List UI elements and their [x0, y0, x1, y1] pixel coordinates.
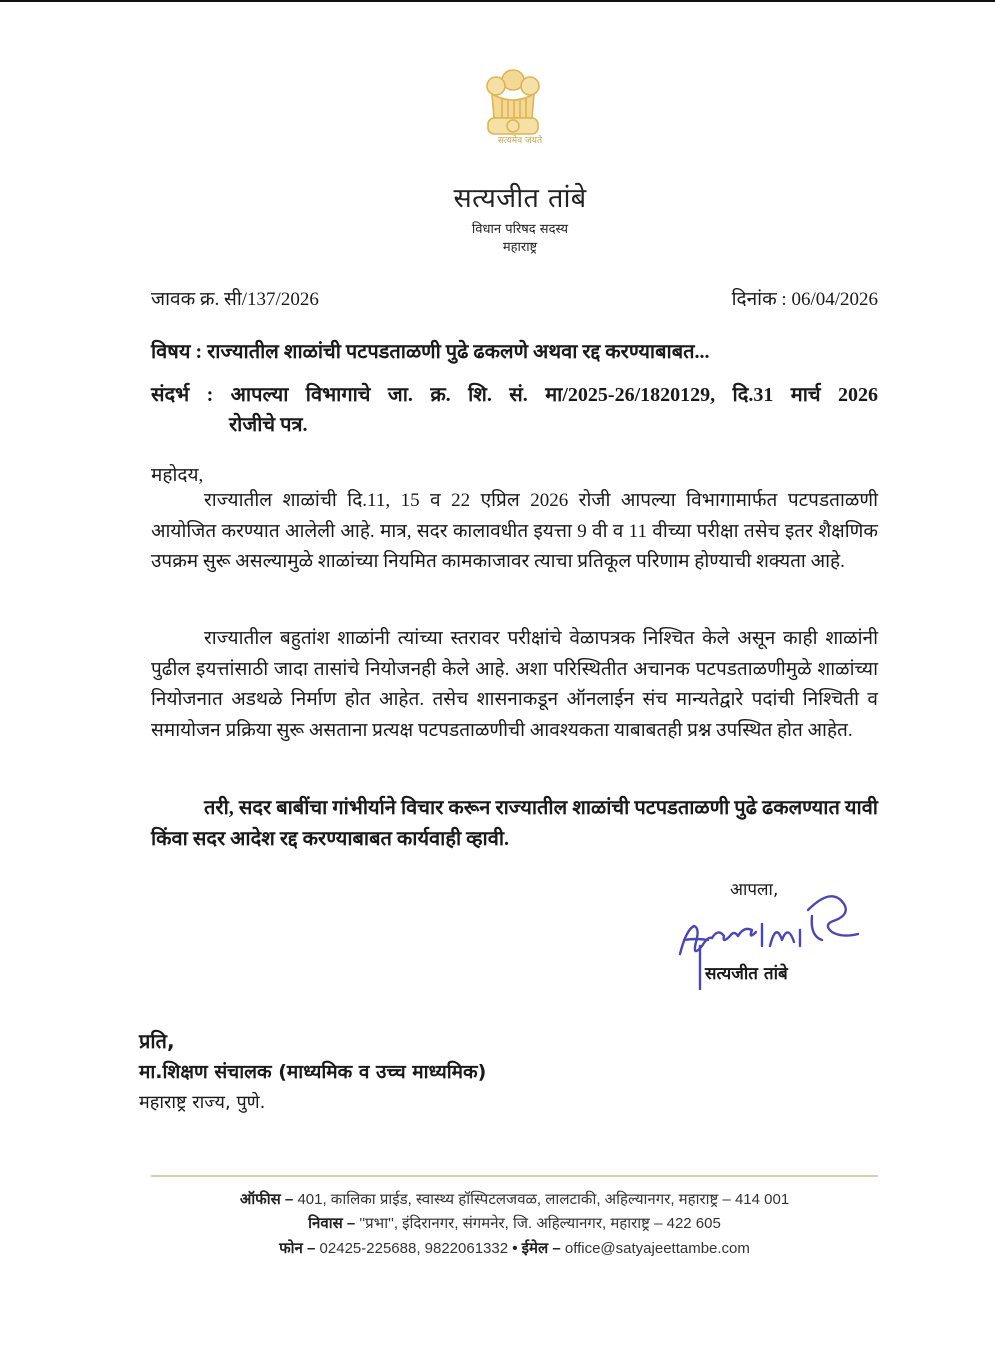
- signatory-name: सत्यजीत तांबे: [705, 964, 788, 984]
- reference-line-1: संदर्भ : आपल्या विभागाचे जा. क्र. शि. सं. मा/2025-26/1820129, दि.31 मार्च 2026: [151, 384, 878, 406]
- outward-reference-number: जावक क्र. सी/137/2026: [151, 289, 319, 310]
- phone-label: फोन –: [279, 1240, 316, 1257]
- body-paragraph-2: [151, 624, 878, 746]
- paragraph-text: तरी, सदर बाबींचा गांभीर्याने विचार करून राज्यातील शाळांची पटपडताळणी पुढे ढकलण्यात यावी किंवा सदर आदेश रद्द करण्याबाबत कार्यवाही व्हावी.: [151, 797, 878, 850]
- office-label: ऑफीस –: [239, 1191, 294, 1208]
- body-paragraph-request: [151, 793, 878, 855]
- recipient-title: मा.शिक्षण संचालक (माध्यमिक व उच्च माध्यमिक): [139, 1061, 487, 1083]
- footer-contact: [151, 1238, 878, 1258]
- recipient-prefix: प्रति,: [139, 1029, 175, 1053]
- residence-address: ''प्रभा'', इंदिरानगर, संगमनेर, जि. अहिल्यानगर, महाराष्ट्र – 422 605: [355, 1215, 721, 1232]
- letterhead-state: महाराष्ट्र: [502, 240, 538, 255]
- paragraph-text: राज्यातील शाळांची दि.11, 15 व 22 एप्रिल 2026 रोजी आपल्या विभागामार्फत पटपडताळणी आयोजित करण्यात आलेली आहे. मात्र, सदर कालावधीत इयत्ता 9 वी व 11 वीच्या परीक्षा तसेच इतर शैक्षणिक उपक्रम सुरू असल्यामुळे शाळांच्या नियमित कामकाजावर त्याचा प्रतिकूल परिणाम होण्याची शक्यता आहे.: [151, 490, 878, 572]
- email-label: ईमेल –: [521, 1240, 561, 1257]
- reference-line-2: रोजीचे पत्र.: [229, 414, 308, 436]
- paragraph-text: राज्यातील बहुतांश शाळांनी त्यांच्या स्तरावर परीक्षांचे वेळापत्रक निश्चित केले असून काही शाळांनी पुढील इयत्तांसाठी जादा तासांचे नियोजनही केले आहे. अशा परिस्थितीत अचानक पटपडताळणीमुळे शाळांच्या नियोजनात अडथळे निर्माण होत आहेत. तसेच शासनाकडून ऑनलाईन संच मान्यतेद्वारे पदांची निश्चिती व समायोजन प्रक्रिया सुरू असताना प्रत्यक्ष पटपडताळणीची आवश्यकता याबाबतही प्रश्न उपस्थित होत आहेत.: [151, 628, 878, 741]
- recipient-place: महाराष्ट्र राज्य, पुणे.: [139, 1092, 266, 1113]
- footer-office-address: [151, 1189, 878, 1209]
- body-paragraph-1: [151, 486, 878, 578]
- footer-divider: [151, 1175, 878, 1177]
- footer-residence-address: [151, 1213, 878, 1233]
- bullet-separator: •: [512, 1240, 522, 1257]
- letterhead-name: सत्यजीत तांबे: [453, 183, 587, 214]
- salutation: महोदय,: [151, 465, 204, 486]
- phone-numbers: 02425-225688, 9822061332: [315, 1240, 513, 1257]
- email-address[interactable]: office@satyajeettambe.com: [560, 1240, 750, 1257]
- letterhead-designation: विधान परिषद सदस्य: [471, 222, 569, 237]
- letter-date: दिनांक : 06/04/2026: [731, 289, 878, 310]
- valediction: आपला,: [730, 880, 779, 900]
- top-border: [0, 0, 995, 2]
- residence-label: निवास –: [308, 1215, 356, 1232]
- office-address: 401, कालिका प्राईड, स्वास्थ्य हॉस्पिटलजवळ, लालटाकी, अहिल्यानगर, महाराष्ट्र – 414 001: [293, 1191, 790, 1208]
- emblem-motto: सत्यमेव जयते: [497, 136, 543, 146]
- subject-line: विषय : राज्यातील शाळांची पटपडताळणी पुढे ढकलणे अथवा रद्द करण्याबाबत...: [151, 341, 710, 363]
